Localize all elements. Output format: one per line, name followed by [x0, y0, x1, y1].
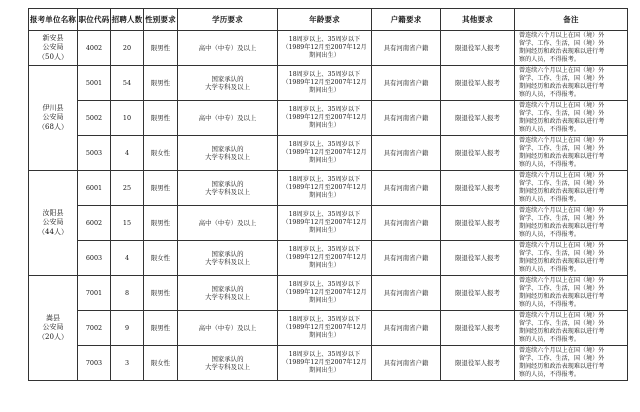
age-line: 期间出生）: [309, 87, 340, 94]
header-unit: 报考单位名称: [29, 9, 78, 31]
other-requirement-cell: 限退役军人报考: [441, 66, 515, 101]
header-code: 职位代码: [78, 9, 111, 31]
age-cell: [278, 171, 372, 206]
unit-name-line: 汝阳县: [42, 208, 64, 217]
education-line: 大学专科及以上: [205, 188, 250, 196]
age-line: （1989年12月至2007年12月: [282, 359, 367, 366]
age-line: 18周岁以上、35周岁以下: [288, 176, 361, 183]
age-line: 期间出生）: [309, 262, 340, 269]
unit-name-line: 公安局: [42, 43, 64, 52]
age-cell: [278, 101, 372, 136]
hire-count-cell: 54: [111, 66, 144, 101]
age-cell: [278, 206, 372, 241]
note-line: 留学、工作、生活，国（境）外: [519, 284, 605, 292]
other-requirement-cell: 限退役军人报考: [441, 206, 515, 241]
unit-name-cell: [29, 66, 78, 171]
unit-name-cell: [29, 276, 78, 381]
age-cell: [278, 241, 372, 276]
age-line: 期间出生）: [309, 367, 340, 374]
note-line: 期间经历和政治表现难以进行考: [519, 328, 605, 335]
note-line: 期间经历和政治表现难以进行考: [519, 293, 605, 300]
age-line: （1989年12月至2007年12月: [282, 219, 367, 226]
education-line: 大学专科及以上: [205, 363, 250, 371]
position-code-cell: 5001: [78, 66, 111, 101]
unit-name-line: （20人）: [38, 332, 68, 341]
education-line: 大学专科及以上: [205, 258, 250, 266]
note-line: 察的人员，不得报考。: [519, 371, 580, 379]
unit-name-line: （50人）: [38, 52, 68, 61]
note-line: 留学、工作、生活，国（境）外: [519, 214, 605, 222]
position-code-cell: 6001: [78, 171, 111, 206]
position-code-cell: 7002: [78, 311, 111, 346]
hukou-cell: 具有河南省户籍: [372, 241, 441, 276]
header-gender: 性别要求: [144, 9, 178, 31]
gender-cell: 限女性: [144, 241, 178, 276]
education-cell: [178, 311, 278, 346]
position-code-cell: 5002: [78, 101, 111, 136]
note-line: 期间经历和政治表现难以进行考: [519, 48, 605, 55]
education-cell: [178, 136, 278, 171]
age-line: 18周岁以上、35周岁以下: [288, 246, 361, 253]
position-code-cell: 4002: [78, 31, 111, 66]
age-cell: [278, 31, 372, 66]
age-line: 18周岁以上、35周岁以下: [288, 316, 361, 323]
age-cell: [278, 346, 372, 381]
gender-cell: 限男性: [144, 311, 178, 346]
education-cell: [178, 346, 278, 381]
unit-name-line: 嵩县: [46, 313, 60, 322]
note-line: 察的人员，不得报考。: [519, 91, 580, 99]
gender-cell: 限男性: [144, 66, 178, 101]
age-cell: [278, 311, 372, 346]
note-line: 曾连续六个月以上在国（境）外: [519, 101, 605, 109]
hire-count-cell: 8: [111, 276, 144, 311]
hukou-cell: 具有河南省户籍: [372, 101, 441, 136]
note-cell: [515, 206, 628, 241]
gender-cell: 限男性: [144, 171, 178, 206]
unit-name-line: 公安局: [42, 218, 64, 227]
note-line: 曾连续六个月以上在国（境）外: [519, 311, 605, 319]
note-line: 察的人员，不得报考。: [519, 231, 580, 239]
gender-cell: 限男性: [144, 101, 178, 136]
header-row: [29, 9, 628, 31]
age-line: 18周岁以上、35周岁以下: [288, 351, 361, 358]
table-row: [29, 276, 628, 311]
note-line: 察的人员，不得报考。: [519, 161, 580, 169]
education-line: 国家承认的: [211, 354, 244, 363]
education-line: 国家承认的: [211, 144, 244, 153]
note-line: 留学、工作、生活，国（境）外: [519, 39, 605, 47]
note-line: 留学、工作、生活，国（境）外: [519, 319, 605, 327]
note-line: 曾连续六个月以上在国（境）外: [519, 241, 605, 249]
unit-name-line: 公安局: [42, 113, 64, 122]
age-line: （1989年12月至2007年12月: [282, 79, 367, 86]
education-line: 大学专科及以上: [205, 293, 250, 301]
hukou-cell: 具有河南省户籍: [372, 31, 441, 66]
hukou-cell: 具有河南省户籍: [372, 346, 441, 381]
note-cell: [515, 276, 628, 311]
education-line: 高中（中专）及以上: [198, 43, 257, 52]
note-line: 留学、工作、生活，国（境）外: [519, 354, 605, 362]
other-requirement-cell: 限退役军人报考: [441, 101, 515, 136]
unit-name-line: 新安县: [42, 33, 64, 42]
age-line: 18周岁以上、35周岁以下: [288, 71, 361, 78]
note-line: 期间经历和政治表现难以进行考: [519, 188, 605, 195]
unit-name-line: （44人）: [38, 227, 68, 236]
education-line: 国家承认的: [211, 284, 244, 293]
unit-name-cell: [29, 171, 78, 276]
note-line: 察的人员，不得报考。: [519, 56, 580, 64]
age-line: 18周岁以上、35周岁以下: [288, 211, 361, 218]
position-code-cell: 7003: [78, 346, 111, 381]
table-row: [29, 346, 628, 381]
other-requirement-cell: 限退役军人报考: [441, 346, 515, 381]
hukou-cell: 具有河南省户籍: [372, 136, 441, 171]
education-cell: [178, 206, 278, 241]
age-line: （1989年12月至2007年12月: [282, 114, 367, 121]
recruitment-table: [28, 8, 628, 381]
education-line: 高中（中专）及以上: [198, 113, 257, 122]
note-cell: [515, 346, 628, 381]
note-cell: [515, 66, 628, 101]
age-line: （1989年12月至2007年12月: [282, 44, 367, 51]
age-cell: [278, 276, 372, 311]
age-line: 18周岁以上、35周岁以下: [288, 281, 361, 288]
age-line: 期间出生）: [309, 157, 340, 164]
education-cell: [178, 171, 278, 206]
hire-count-cell: 3: [111, 346, 144, 381]
header-hukou: 户籍要求: [372, 9, 441, 31]
unit-name-line: （68人）: [38, 122, 68, 131]
age-line: 18周岁以上、35周岁以下: [288, 141, 361, 148]
hire-count-cell: 4: [111, 241, 144, 276]
education-line: 国家承认的: [211, 74, 244, 83]
other-requirement-cell: 限退役军人报考: [441, 136, 515, 171]
note-line: 察的人员，不得报考。: [519, 301, 580, 309]
note-line: 曾连续六个月以上在国（境）外: [519, 276, 605, 284]
age-line: 期间出生）: [309, 192, 340, 199]
note-line: 察的人员，不得报考。: [519, 126, 580, 134]
header-note: 备注: [515, 9, 628, 31]
education-line: 高中（中专）及以上: [198, 218, 257, 227]
age-line: （1989年12月至2007年12月: [282, 149, 367, 156]
note-line: 留学、工作、生活，国（境）外: [519, 249, 605, 257]
note-line: 留学、工作、生活，国（境）外: [519, 179, 605, 187]
age-cell: [278, 136, 372, 171]
gender-cell: 限男性: [144, 31, 178, 66]
note-cell: [515, 241, 628, 276]
age-line: （1989年12月至2007年12月: [282, 324, 367, 331]
education-line: 高中（中专）及以上: [198, 323, 257, 332]
note-cell: [515, 31, 628, 66]
note-line: 期间经历和政治表现难以进行考: [519, 223, 605, 230]
education-cell: [178, 66, 278, 101]
gender-cell: 限女性: [144, 136, 178, 171]
note-line: 曾连续六个月以上在国（境）外: [519, 66, 605, 74]
header-other: 其他要求: [441, 9, 515, 31]
note-line: 曾连续六个月以上在国（境）外: [519, 206, 605, 214]
header-education: 学历要求: [178, 9, 278, 31]
education-cell: [178, 31, 278, 66]
other-requirement-cell: 限退役军人报考: [441, 31, 515, 66]
note-line: 曾连续六个月以上在国（境）外: [519, 171, 605, 179]
table-row: [29, 66, 628, 101]
hire-count-cell: 9: [111, 311, 144, 346]
note-line: 察的人员，不得报考。: [519, 336, 580, 344]
note-line: 期间经历和政治表现难以进行考: [519, 258, 605, 265]
other-requirement-cell: 限退役军人报考: [441, 171, 515, 206]
education-cell: [178, 276, 278, 311]
gender-cell: 限女性: [144, 346, 178, 381]
table-row: [29, 206, 628, 241]
education-line: 国家承认的: [211, 249, 244, 258]
hukou-cell: 具有河南省户籍: [372, 206, 441, 241]
hukou-cell: 具有河南省户籍: [372, 276, 441, 311]
age-line: 期间出生）: [309, 227, 340, 234]
note-line: 察的人员，不得报考。: [519, 266, 580, 274]
header-count: 招聘人数: [111, 9, 144, 31]
position-code-cell: 6003: [78, 241, 111, 276]
hukou-cell: 具有河南省户籍: [372, 171, 441, 206]
note-line: 留学、工作、生活，国（境）外: [519, 74, 605, 82]
note-line: 期间经历和政治表现难以进行考: [519, 363, 605, 370]
table-row: [29, 31, 628, 66]
table-row: [29, 101, 628, 136]
age-line: 期间出生）: [309, 297, 340, 304]
education-line: 国家承认的: [211, 179, 244, 188]
note-cell: [515, 101, 628, 136]
other-requirement-cell: 限退役军人报考: [441, 276, 515, 311]
age-line: （1989年12月至2007年12月: [282, 254, 367, 261]
table-body: [29, 31, 628, 381]
age-line: 18周岁以上、35周岁以下: [288, 106, 361, 113]
table-row: [29, 311, 628, 346]
table-row: [29, 171, 628, 206]
gender-cell: 限男性: [144, 206, 178, 241]
note-line: 察的人员，不得报考。: [519, 196, 580, 204]
note-line: 曾连续六个月以上在国（境）外: [519, 346, 605, 354]
table-row: [29, 136, 628, 171]
age-line: （1989年12月至2007年12月: [282, 289, 367, 296]
note-line: 期间经历和政治表现难以进行考: [519, 153, 605, 160]
note-cell: [515, 311, 628, 346]
education-cell: [178, 241, 278, 276]
hukou-cell: 具有河南省户籍: [372, 66, 441, 101]
unit-name-cell: [29, 31, 78, 66]
note-line: 曾连续六个月以上在国（境）外: [519, 136, 605, 144]
note-line: 留学、工作、生活，国（境）外: [519, 109, 605, 117]
hukou-cell: 具有河南省户籍: [372, 311, 441, 346]
education-line: 大学专科及以上: [205, 153, 250, 161]
age-line: （1989年12月至2007年12月: [282, 184, 367, 191]
note-line: 期间经历和政治表现难以进行考: [519, 118, 605, 125]
position-code-cell: 7001: [78, 276, 111, 311]
hire-count-cell: 20: [111, 31, 144, 66]
hire-count-cell: 10: [111, 101, 144, 136]
hire-count-cell: 4: [111, 136, 144, 171]
note-line: 期间经历和政治表现难以进行考: [519, 83, 605, 90]
note-line: 曾连续六个月以上在国（境）外: [519, 31, 605, 39]
hire-count-cell: 25: [111, 171, 144, 206]
education-cell: [178, 101, 278, 136]
unit-name-line: 伊川县: [42, 103, 64, 112]
age-line: 18周岁以上、35周岁以下: [288, 36, 361, 43]
position-code-cell: 5003: [78, 136, 111, 171]
note-cell: [515, 171, 628, 206]
note-line: 留学、工作、生活，国（境）外: [519, 144, 605, 152]
other-requirement-cell: 限退役军人报考: [441, 241, 515, 276]
age-cell: [278, 66, 372, 101]
other-requirement-cell: 限退役军人报考: [441, 311, 515, 346]
age-line: 期间出生）: [309, 52, 340, 59]
header-age: 年龄要求: [278, 9, 372, 31]
age-line: 期间出生）: [309, 122, 340, 129]
position-code-cell: 6002: [78, 206, 111, 241]
unit-name-line: 公安局: [42, 323, 64, 332]
education-line: 大学专科及以上: [205, 83, 250, 91]
note-cell: [515, 136, 628, 171]
table-row: [29, 241, 628, 276]
age-line: 期间出生）: [309, 332, 340, 339]
hire-count-cell: 15: [111, 206, 144, 241]
gender-cell: 限男性: [144, 276, 178, 311]
